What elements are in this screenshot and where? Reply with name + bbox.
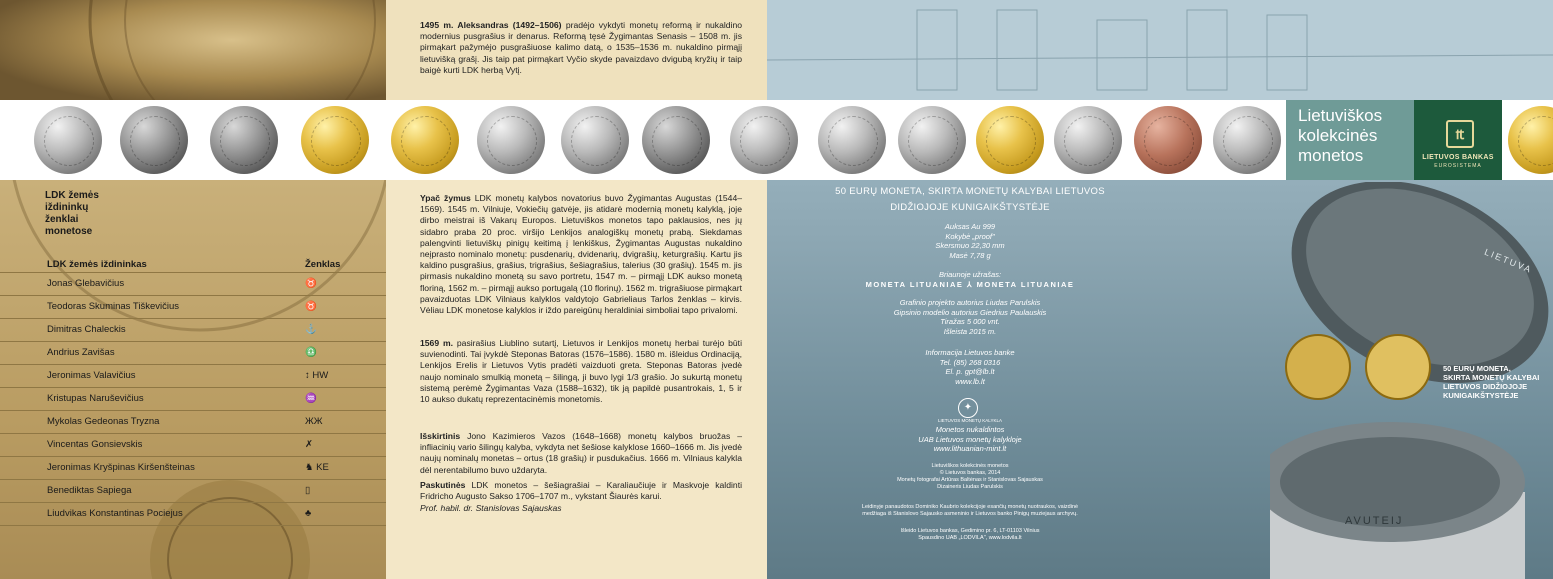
copyright-line: Monetų fotografai Artūras Baltėnas ir Stanislovas Sajauskas	[897, 477, 1043, 483]
coin-closeup-top	[0, 0, 386, 100]
treasurer-sign-icon: ▯	[305, 485, 311, 496]
coin-3	[210, 106, 278, 174]
mint-logo-icon: ✦	[958, 398, 978, 418]
table-row	[0, 342, 386, 365]
treasurer-name: Jonas Glebavičius	[47, 278, 125, 289]
credit-line: Tiražas 5 000 vnt.	[940, 317, 1000, 326]
history-paragraph-2	[420, 193, 742, 316]
mold-text-bottom: AVUTEIJ	[1345, 515, 1404, 527]
side-label-line: KUNIGAIKŠTYSTĖJE	[1443, 391, 1519, 400]
treasurer-name: Dimitras Chaleckis	[47, 324, 126, 335]
credit-line: Gipsinio modelio autorius Giedrius Paulauskis	[893, 307, 1047, 317]
copyright-line: © Lietuvos bankas, 2014	[939, 470, 1001, 476]
coin-8	[642, 106, 710, 174]
series-title-line2: kolekcinės	[1298, 126, 1378, 145]
inscription-label: Briaunoje užrašas:	[938, 270, 1002, 279]
treasurer-sign-icon: ♉	[305, 278, 317, 289]
history-text: LDK monetos – šešiagrašiai – Karaliaučiuje ir Maskvoje kaldinti Fridricho Augusto Sakso 1706–1707 m., vykstant Šiaurės karui.	[420, 480, 742, 502]
treasurer-sign-icon: ⚓	[305, 324, 317, 335]
col-treasurer: LDK žemės iždininkas	[47, 259, 147, 270]
history-text: pasirašius Liublino sutartį, Lietuvos ir Lenkijos monetų herbai turėjo būti suvienodinti. Tai įvykdė Steponas Batoras (1576–1586). 1580 m. išleidus Ordinaciją, Lenkijos Erelis ir Lietuvos Vytis pradėti vaizduoti greta. Steponas Batoras įvedė naujo nominalo smulkią monetą – šilingą, ji buvo lygi 1/3 grašio. Jo sukurtą monetų sistemą perėmė Žygimantas Vaza (1588–1632), tik ją papildė pusantrokais, 1, 5 ir 10 aukso dukatų reprezentacinėmis monetomis.	[420, 338, 742, 405]
spec-line: Masė 7,78 g	[949, 250, 991, 260]
history-paragraph-5	[420, 480, 742, 502]
treasurer-sign-icon: ♣	[305, 508, 312, 519]
treasurer-name: Vincentas Gonsievskis	[47, 439, 143, 450]
side-label-line: SKIRTA MONETŲ KALYBAI	[1443, 373, 1540, 382]
mint-info	[860, 425, 1080, 454]
history-text: LDK monetų kalybos novatorius buvo Žygimantas Augustas (1544–1569). 1545 m. Vilniuje, Vokiečių gatvėje, jis atidarė modernią monetų kalyklą, joje dirbo meistrai iš Vakarų Europos. Lietuviškos monetos tapo paklausios, nes jų sidabro praba 20 proc. viršijo Lenkijos analogiškų monetų prabą. Siekdamas palengvinti lietuviškų pinigų keitimą į lenkiškus, Žygimantas Augustas nukaldino neįprasto nominalo monetų: pusdenarių, dvidenarių, dvigrašių, keturgrašių. Kartu jis kaldino pusgrašius, grašius, trigrašius, šešiagrašius, talerius (30 grašių). 1545 m. jis pirmasis nukaldino monetą su savo portretu, 1547 m. – pirmąjį LDK aukso monetą floriną, 1562 m. – pirmąjį aukso portugalą (10 florinų). 1562 m. trigrašiuose pirmąkart pavaizduotas LDK Vilniaus kalyklos valdytojo Gabrieliaus Tarlos ženklas – kirvis. Vėliau LDK monetose kalyklos ir iždo pareigūnų heraldiniai simboliai tapo privalomi.	[420, 193, 742, 316]
table-row	[0, 296, 386, 319]
coin-9	[730, 106, 798, 174]
copyright-line: Lietuviškos kolekcinės monetos	[931, 463, 1009, 469]
table-row	[0, 457, 386, 480]
treasurers-title	[45, 190, 165, 238]
col-sign: Ženklas	[305, 259, 341, 270]
history-paragraph-1	[420, 20, 742, 76]
treasurer-sign-icon: ЖЖ	[305, 416, 323, 427]
coin-4	[301, 106, 369, 174]
coin-credits	[850, 298, 1090, 336]
publisher-info	[840, 528, 1100, 542]
coin-12	[976, 106, 1044, 174]
treasurer-name: Kristupas Naruševičius	[47, 393, 144, 404]
mint-line: Monetos nukaldintos	[935, 425, 1005, 434]
table-row	[0, 411, 386, 434]
coin-2	[120, 106, 188, 174]
contact-line: Tel. (85) 268 0316	[939, 357, 1001, 367]
table-row	[0, 503, 386, 526]
treasurer-sign-icon: ♉	[305, 301, 317, 312]
history-lead: 1569 m.	[420, 338, 454, 348]
mint-line: UAB Lietuvos monetų kalykloje	[918, 434, 1022, 444]
history-lead: Išskirtinis	[420, 431, 461, 441]
treasurer-sign-icon: ✗	[305, 439, 313, 450]
treasurer-name: Andrius Zavišas	[47, 347, 115, 358]
credit-line: Grafinio projekto autorius Liudas Parulskis	[899, 298, 1041, 307]
bank-logo	[1414, 100, 1502, 180]
history-author: Prof. habil. dr. Stanislovas Sajauskas	[420, 503, 562, 513]
table-row	[0, 365, 386, 388]
mint-logo-text: LIETUVOS MONETŲ KALYKLA	[938, 418, 1002, 423]
contact-line: www.lb.lt	[955, 376, 985, 386]
spec-line: Kokybė „proof"	[945, 231, 995, 241]
coin-13	[1054, 106, 1122, 174]
coin-7	[561, 106, 629, 174]
treasurer-sign-icon: ♞ KE	[305, 462, 329, 473]
coin-14	[1134, 106, 1202, 174]
treasurers-title-line: LDK žemės	[45, 190, 99, 201]
coin-6	[477, 106, 545, 174]
bank-subtitle: EUROSISTEMA	[1434, 163, 1482, 169]
table-row	[0, 388, 386, 411]
mold-text-top: LIETUVA	[1482, 246, 1534, 276]
treasurer-name: Liudvikas Konstantinas Pociejus	[47, 508, 183, 519]
coin-heading	[800, 186, 1140, 213]
history-paragraph-3	[420, 338, 742, 405]
spec-line: Skersmuo 22,30 mm	[935, 241, 1005, 250]
gold-coin-left	[1286, 335, 1350, 399]
bottom-mold-inner	[1280, 437, 1500, 527]
credit-line: Išleista 2015 m.	[943, 326, 997, 336]
treasurer-sign-icon: ♎	[305, 347, 317, 358]
history-text: pradėjo vykdyti monetų reformą ir nukaldino modernius pusgrašius ir denarus. Reformą tęsė Žygimantas Senasis – 1508 m. jis pirmąkart pažymėjo pusgrašiuose kalimo datą, o 1535–1536 m. nukaldino pirmąjį lietuvišką grašį. Jis taip pat pirmąkart Vyčio skyde pavaizdavo dvigubą kryžių ir taip baigė kurti LDK herbą Vytį.	[420, 20, 742, 75]
building-sketch-top	[767, 0, 1553, 100]
treasurers-table-header	[0, 258, 386, 273]
treasurer-name: Teodoras Skuminas Tiškevičius	[47, 301, 179, 312]
table-row	[0, 319, 386, 342]
spec-line: Auksas Au 999	[944, 222, 996, 231]
usage-line: medžiaga iš Stanislovo Sajausko asmeninio ir Lietuvos banko Pinigų muziejaus archyvų.	[862, 511, 1078, 517]
table-row	[0, 273, 386, 296]
copyright-info	[840, 463, 1100, 491]
history-lead: 1495 m. Aleksandras (1492–1506)	[420, 20, 562, 30]
treasurers-title-line: iždininkų	[45, 202, 89, 213]
copyright-line: Dizaineris Liudas Parulskis	[937, 484, 1003, 490]
usage-info	[810, 504, 1130, 518]
table-row	[0, 434, 386, 457]
publisher-line: Išleido Lietuvos bankas, Gedimino pr. 6, LT-01103 Vilnius	[900, 528, 1040, 534]
coin-10	[818, 106, 886, 174]
inscription-text: MONETA LITUANIAE ⅄ MONETA LITUANIAE	[865, 280, 1075, 289]
series-title	[1286, 100, 1414, 180]
coin-specs	[880, 222, 1060, 260]
publisher-line: Spausdino UAB „LODVILA", www.lodvila.lt	[918, 535, 1022, 541]
series-title-line3: monetos	[1298, 146, 1364, 165]
history-paragraph-4	[420, 431, 742, 476]
treasurer-sign-icon: ↕ HW	[305, 370, 329, 381]
coin-15	[1213, 106, 1281, 174]
usage-line: Leidinyje panaudotos Dominiko Kaubrio kolekcijoje esančių monetų nuotraukos, vaizdinė	[861, 504, 1079, 510]
treasurers-title-line: monetose	[45, 226, 93, 237]
coin-heading-line: DIDŽIOJOJE KUNIGAIKŠTYSTĖJE	[890, 202, 1050, 213]
coin-1	[34, 106, 102, 174]
contact-line: El. p. gpt@lb.lt	[945, 367, 995, 376]
mint-line: www.lithuanian-mint.lt	[933, 444, 1007, 453]
table-row	[0, 480, 386, 503]
bank-logo-icon: ₶	[1446, 120, 1474, 148]
history-lead: Ypač žymus	[420, 193, 471, 203]
treasurer-sign-icon: ♒	[305, 393, 317, 404]
coin-5	[391, 106, 459, 174]
contact-info	[880, 348, 1060, 386]
bank-name: LIETUVOS BANKAS	[1422, 154, 1494, 161]
treasurer-name: Benediktas Sapiega	[47, 485, 132, 496]
edge-inscription	[840, 270, 1100, 290]
treasurers-title-line: ženklai	[45, 214, 79, 225]
treasurer-name: Jeronimas Kryšpinas Kiršenšteinas	[47, 462, 195, 473]
treasurer-name: Mykolas Gedeonas Tryzna	[47, 416, 160, 427]
coin-11	[898, 106, 966, 174]
history-lead: Paskutinės	[420, 480, 466, 490]
gold-coin-right	[1366, 335, 1430, 399]
coin-heading-line: 50 EURŲ MONETA, SKIRTA MONETŲ KALYBAI LIETUVOS	[835, 186, 1105, 197]
treasurer-name: Jeronimas Valavičius	[47, 370, 136, 381]
side-label-line: LIETUVOS DIDŽIOJOJE	[1443, 382, 1528, 391]
history-text: Jono Kazimieros Vazos (1648–1668) monetų kalybos bruožas – infliacinių vario šilingų kalyba, vykdyta net šešiose kalyklose 1660–1666 m. Jis įvedė naujų nominalų monetas – ortus (18 grašių) ir pusdukačius. 1666 m. Vilniaus kalykla dėl nerentabilumo buvo uždaryta.	[420, 431, 742, 475]
side-coin-label	[1443, 364, 1553, 400]
series-title-line1: Lietuviškos	[1298, 106, 1383, 125]
side-label-line: 50 EURŲ MONETA,	[1443, 364, 1511, 373]
contact-line: Informacija Lietuvos banke	[925, 348, 1015, 357]
